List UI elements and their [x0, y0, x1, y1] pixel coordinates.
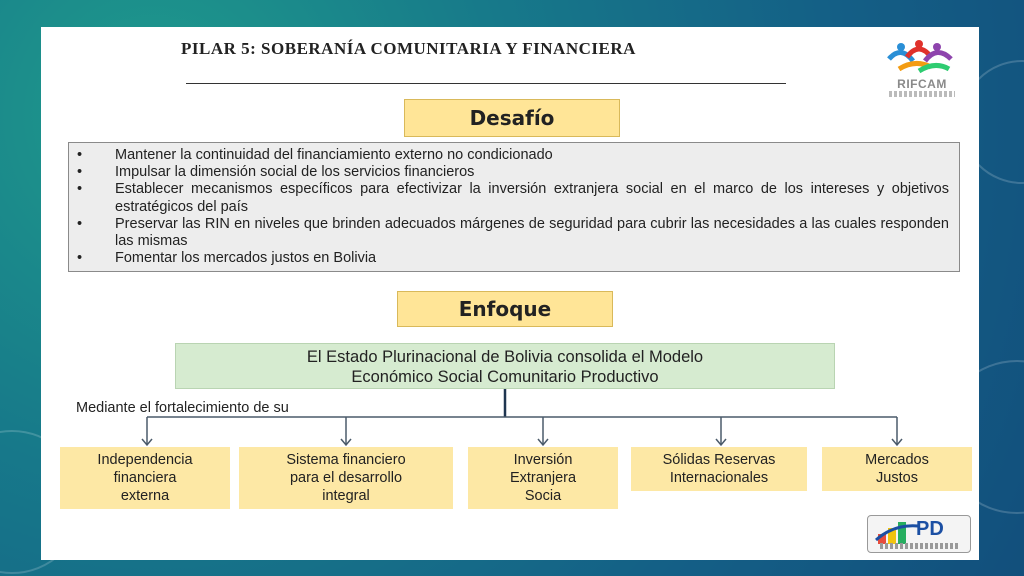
list-item: • Impulsar la dimensión social de los servicios financieros — [77, 164, 475, 181]
slide-title: PILAR 5: SOBERANÍA COMUNITARIA Y FINANCIERA — [181, 39, 636, 58]
pd-logo-text: PD — [916, 518, 944, 540]
category-inversion-extranjera: Inversión Extranjera Socia — [468, 447, 618, 509]
bullet-icon: • — [77, 147, 83, 163]
bullet-icon: • — [77, 250, 83, 267]
connector-lines — [41, 27, 979, 457]
slide — [41, 27, 979, 560]
desafio-heading: Desafío — [404, 99, 620, 137]
category-independencia: Independencia financiera externa — [60, 447, 230, 509]
list-item: • Fomentar los mercados justos en Bolivia — [77, 250, 377, 267]
bullet-icon: • — [77, 164, 83, 181]
bullet-icon: • — [77, 215, 83, 232]
category-mercados-justos: Mercados Justos — [822, 447, 972, 491]
main-statement-line-2: Económico Social Comunitario Productivo — [351, 368, 659, 386]
category-reservas-internacionales: Sólidas Reservas Internacionales — [631, 447, 807, 491]
list-item: • Mantener la continuidad del financiamiento externo no condicionado — [77, 147, 553, 163]
pd-logo-subtext — [880, 543, 960, 549]
mediante-label: Mediante el fortalecimiento de su — [76, 400, 289, 416]
enfoque-heading: Enfoque — [397, 291, 613, 327]
rifcam-logo-text: RIFCAM — [897, 77, 947, 91]
category-sistema-financiero: Sistema financiero para el desarrollo integral — [239, 447, 453, 509]
bullet-icon: • — [77, 181, 83, 198]
pd-logo — [867, 515, 971, 553]
main-statement-line-1: El Estado Plurinacional de Bolivia consolida el Modelo — [306, 348, 704, 366]
list-item: • Establecer mecanismos específicos para efectivizar la inversión extranjera social en el marco de los intereses y objetivos estratégicos del país — [77, 181, 949, 215]
list-item: • Preservar las RIN en niveles que brinden adecuados márgenes de seguridad para cubrir las necesidades a las cuales responden las mismas — [77, 215, 949, 250]
